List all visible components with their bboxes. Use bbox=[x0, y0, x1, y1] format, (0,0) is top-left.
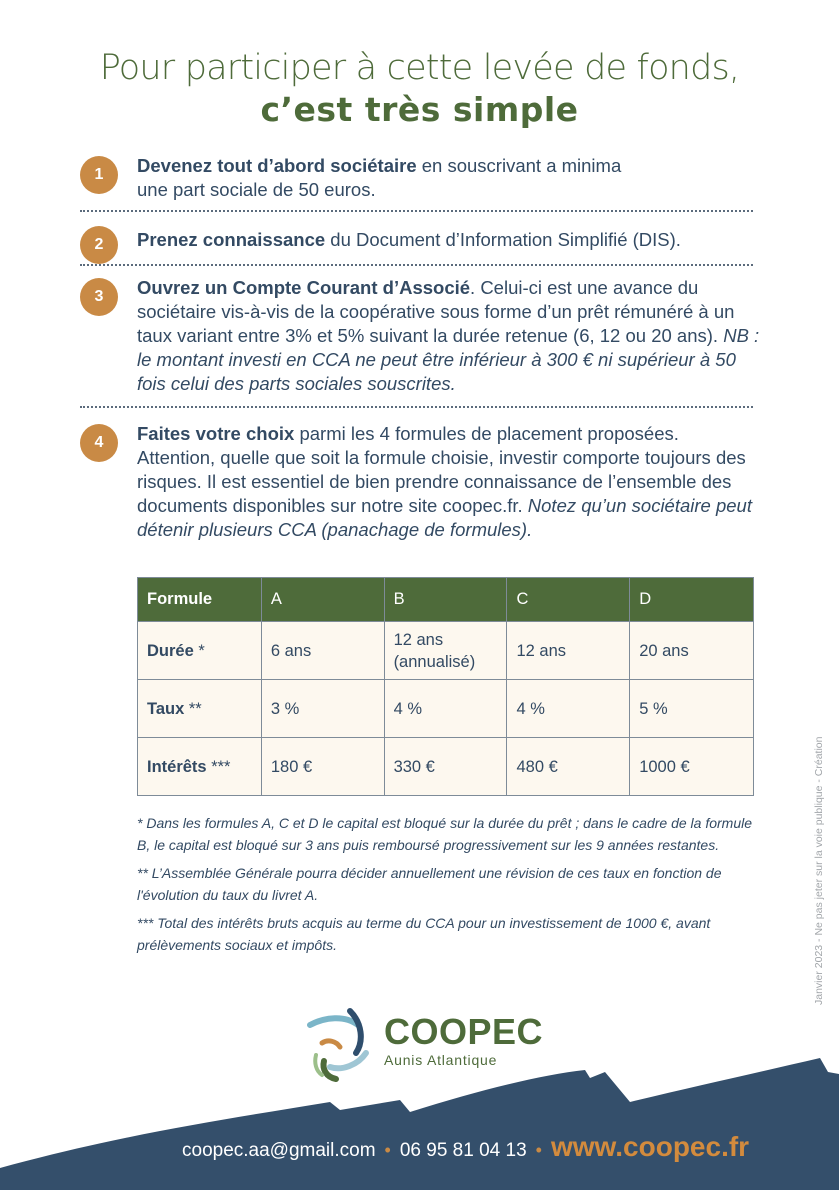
step-italic-note: Notez qu’un sociétaire peut détenir plusieurs CCA (panachage de formules). bbox=[137, 495, 752, 540]
footnote-1: * Dans les formules A, C et D le capital est bloqué sur la durée du prêt ; dans le cadre de la formule B, le capital est bloqué sur 3 ans puis remboursé progressivement sur les 9 années restantes. bbox=[137, 815, 753, 853]
table-header-row bbox=[138, 578, 754, 622]
table-cell: 12 ans (annualisé) bbox=[384, 622, 507, 680]
separator-dot: • bbox=[384, 1140, 391, 1160]
step-plain-text: . Celui-ci est une avance du sociétaire vis-à-vis de la coopérative sous forme d’un prêt rémunéré à un taux variant entre 3% et 5% suivant la durée retenue (6, 12 ou 20 ans). bbox=[137, 277, 735, 346]
table-cell: 3 % bbox=[261, 680, 384, 738]
row-label-text: Intérêts bbox=[147, 757, 207, 776]
table-row-duree bbox=[138, 622, 754, 680]
logo-brand-text: COOPEC bbox=[384, 1011, 544, 1052]
step-1 bbox=[80, 154, 760, 202]
step-3 bbox=[80, 276, 760, 396]
row-label-text: Durée bbox=[147, 641, 194, 660]
row-label bbox=[138, 738, 262, 796]
table-cell: 330 € bbox=[384, 738, 507, 796]
table-cell: 4 % bbox=[384, 680, 507, 738]
table-cell: 20 ans bbox=[630, 622, 754, 680]
footer-contact bbox=[182, 1131, 812, 1163]
title-line-2: c’est très simple bbox=[260, 90, 579, 129]
step-plain-text-2: une part sociale de 50 euros. bbox=[137, 179, 376, 200]
dotted-divider bbox=[80, 264, 753, 266]
logo-subtitle: Aunis Atlantique bbox=[384, 1052, 498, 1068]
formulas-table bbox=[137, 577, 754, 796]
row-label-mark: * bbox=[193, 641, 205, 660]
row-label-mark: *** bbox=[206, 757, 231, 776]
step-text bbox=[137, 154, 760, 202]
header-cell-b: B bbox=[384, 578, 507, 622]
header-cell-d: D bbox=[630, 578, 754, 622]
step-text bbox=[137, 422, 760, 542]
table-cell: 6 ans bbox=[261, 622, 384, 680]
table-cell: 4 % bbox=[507, 680, 630, 738]
row-label bbox=[138, 622, 262, 680]
step-bold-text: Prenez connaissance bbox=[137, 229, 326, 250]
dotted-divider bbox=[80, 406, 753, 408]
table-cell: 5 % bbox=[630, 680, 754, 738]
page-title bbox=[0, 46, 839, 130]
title-line-1: Pour participer à cette levée de fonds, bbox=[99, 48, 740, 88]
side-credit-text: Janvier 2023 - Ne pas jeter sur la voie publique - Création bbox=[813, 736, 825, 1005]
step-bold-text: Faites votre choix bbox=[137, 423, 295, 444]
step-bold-text: Ouvrez un Compte Courant d’Associé bbox=[137, 277, 471, 298]
row-label bbox=[138, 680, 262, 738]
table-cell: 12 ans bbox=[507, 622, 630, 680]
separator-dot: • bbox=[535, 1140, 542, 1160]
step-bold-text: Devenez tout d’abord sociétaire bbox=[137, 155, 417, 176]
header-cell-formule: Formule bbox=[138, 578, 262, 622]
step-text bbox=[137, 276, 760, 396]
coopec-logo bbox=[300, 1007, 544, 1083]
step-number-badge: 4 bbox=[80, 424, 118, 462]
footnote-2: ** L’Assemblée Générale pourra décider annuellement une révision de ces taux en fonction de l'évolution du taux du livret A. bbox=[137, 865, 722, 903]
step-italic-note: NB : le montant investi en CCA ne peut être inférieur à 300 € ni supérieur à 50 fois celui des parts sociales souscrites. bbox=[137, 325, 760, 394]
email-link[interactable]: coopec.aa@gmail.com bbox=[182, 1140, 376, 1161]
footnote-3: *** Total des intérêts bruts acquis au terme du CCA pour un investissement de 1000 €, avant prélèvements sociaux et impôts. bbox=[137, 915, 711, 953]
table-row-taux bbox=[138, 680, 754, 738]
website-link[interactable]: www.coopec.fr bbox=[550, 1131, 750, 1162]
step-number-badge: 1 bbox=[80, 156, 118, 194]
dotted-divider bbox=[80, 210, 753, 212]
table-cell: 180 € bbox=[261, 738, 384, 796]
row-label-text: Taux bbox=[147, 699, 185, 718]
step-text bbox=[137, 224, 760, 252]
phone-number[interactable]: 06 95 81 04 13 bbox=[399, 1140, 527, 1161]
table-row-interets bbox=[138, 738, 754, 796]
table-cell: 480 € bbox=[507, 738, 630, 796]
step-2 bbox=[80, 224, 760, 252]
step-number-badge: 3 bbox=[80, 278, 118, 316]
step-plain-text: du Document d’Information Simplifié (DIS). bbox=[325, 229, 681, 250]
swirl-logo-icon bbox=[300, 1007, 380, 1083]
step-4 bbox=[80, 422, 760, 542]
row-label-mark: ** bbox=[184, 699, 202, 718]
step-number-badge: 2 bbox=[80, 226, 118, 264]
step-plain-text: en souscrivant a minima bbox=[416, 155, 622, 176]
header-cell-c: C bbox=[507, 578, 630, 622]
header-cell-a: A bbox=[261, 578, 384, 622]
footnotes bbox=[137, 812, 757, 962]
step-plain-text: parmi les 4 formules de placement proposées. Attention, quelle que soit la formule choisie, investir comporte toujours des risques. Il est essentiel de bien prendre connaissance de l’ensemble des documents disponibles sur notre site coopec.fr. bbox=[137, 423, 746, 516]
table-cell: 1000 € bbox=[630, 738, 754, 796]
